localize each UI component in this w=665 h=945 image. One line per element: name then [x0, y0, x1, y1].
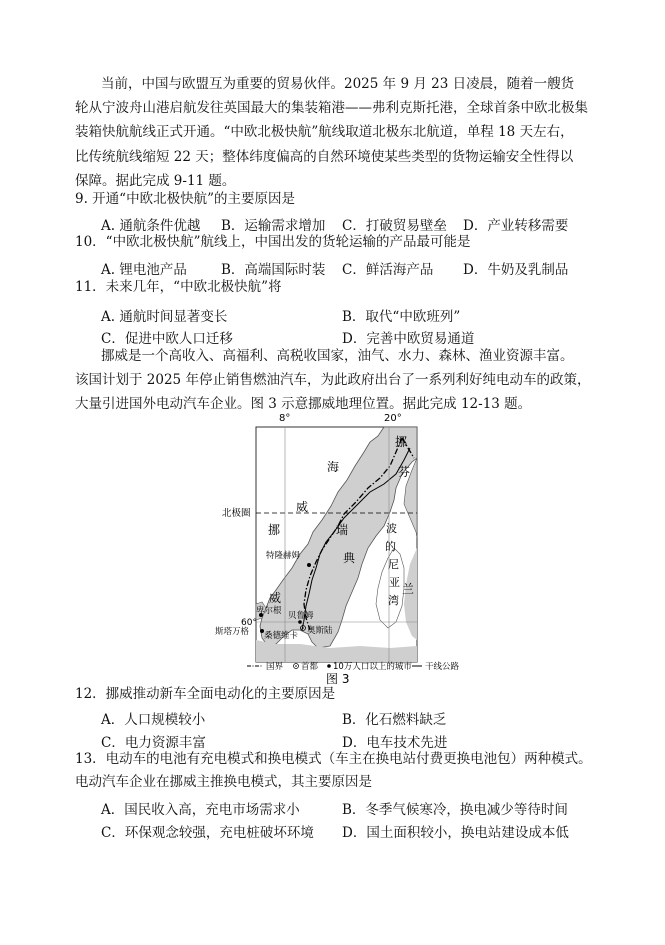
option-c: C．鲜活海产品: [342, 262, 434, 278]
option-a: A. 锂电池产品: [101, 262, 187, 278]
option-d: D．完善中欧贸易通道: [342, 331, 475, 347]
option-a: A. 通航时间显著变长: [101, 309, 228, 325]
longitude-label: 20°: [384, 413, 402, 424]
finland-label: 兰: [402, 582, 415, 596]
map-legend: [247, 661, 460, 672]
norway-label: 挪: [268, 523, 281, 537]
sea-label: 海: [327, 460, 340, 474]
bothnia-label: 的: [385, 540, 396, 553]
sweden-label: 典: [343, 551, 356, 565]
bothnia-label: 湾: [388, 594, 399, 607]
city-label-oslo: 奥斯陆: [307, 626, 333, 636]
option-b: B．高端国际时装: [221, 262, 326, 278]
option-d: D．产业转移需要: [463, 218, 569, 234]
passage-1-line: 当前，中国与欧盟互为重要的贸易伙伴。2025 年 9 月 23 日凌晨，随着一艘货: [101, 76, 575, 92]
option-b: B．运输需求增加: [221, 218, 326, 234]
legend-capital: 首都: [301, 662, 319, 672]
question-stem: 10．“中欧北极快航”航线上，中国出发的货轮运输的产品最可能是: [75, 234, 471, 250]
option-a: A．国民收入高，充电市场需求小: [101, 802, 300, 818]
option-b: B．冬季气候寒冷，换电减少等待时间: [342, 802, 568, 818]
city-dot: [307, 563, 311, 567]
bothnia-label: 波: [386, 522, 397, 535]
option-d: D．国土面积较小，换电站建设成本低: [342, 825, 569, 841]
passage-2-line: 挪威是一个高收入、高福利、高税收国家，油气、水力、森林、渔业资源丰富。: [101, 348, 574, 364]
question-stem: 11．未来几年，“中欧北极快航”将: [75, 279, 282, 295]
sweden-label: 瑞: [336, 523, 349, 537]
passage-1-line: 轮从宁波舟山港启航发往英国最大的集装箱港——弗利克斯托港，全球首条中欧北极集: [75, 100, 588, 116]
city-label-stavanger: 斯塔万格: [215, 627, 250, 637]
bothnia-label: 亚: [389, 576, 400, 589]
passage-1-line: 装箱快航航线正式开通。“中欧北极快航”航线取道北极东北航道，单程 18 天左右，: [75, 124, 574, 140]
capital-dot: [302, 627, 304, 629]
passage-2-line: 该国计划于 2025 年停止销售燃油汽车，为此政府出台了一系列利好纯电动车的政策，: [75, 372, 591, 388]
legend-city: 10万人口以上的城市: [333, 662, 412, 672]
finland-label: 挪: [395, 435, 408, 449]
city-label-bergen: 卑尔根: [256, 606, 282, 616]
finland-label: 芬: [398, 465, 411, 479]
option-c: C．环保观念较强，充电桩破坏环境: [101, 825, 314, 841]
norway-map: [0, 408, 665, 686]
question-stem: 13．电动车的电池有充电模式和换电模式（车主在换电站付费更换电池包）两种模式。: [75, 751, 592, 767]
passage-2-line: 大量引进国外电动汽车企业。图 3 示意挪威地理位置。据此完成 12-13 题。: [75, 396, 532, 412]
legend-highway: 干线公路: [425, 662, 460, 672]
sea-label: 威: [296, 500, 309, 514]
option-d: D．电车技术先进: [342, 735, 448, 751]
city-label-trondheim: 特隆赫姆: [266, 551, 301, 561]
option-c: C．打破贸易壁垒: [342, 218, 447, 234]
option-b: B．化石燃料缺乏: [342, 712, 447, 728]
option-c: C．电力资源丰富: [101, 735, 206, 751]
question-stem: 12．挪威推动新车全面电动化的主要原因是: [75, 686, 336, 702]
option-a: A．人口规模较小: [101, 712, 206, 728]
city-label-sandvika: 桑德维卡: [264, 631, 299, 641]
arctic-circle-label: 北极圈: [222, 508, 251, 519]
option-a: A. 通航条件优越: [101, 218, 201, 234]
option-c: C．促进中欧人口迁移: [101, 331, 233, 347]
norway-label: 威: [269, 591, 282, 605]
passage-1-line: 保障。据此完成 9-11 题。: [75, 173, 236, 189]
option-b: B．取代“中欧班列”: [342, 309, 461, 325]
longitude-label: 8°: [279, 413, 291, 424]
option-d: D．牛奶及乳制品: [463, 262, 569, 278]
passage-1-line: 比传统航线缩短 22 天；整体纬度偏高的自然环境使某些类型的货物运输安全性得以: [75, 149, 574, 165]
city-label-baerum: 贝鲁姆: [288, 611, 314, 621]
bothnia-label: 尼: [388, 558, 399, 571]
question-stem: 9. 开通“中欧北极快航”的主要原因是: [75, 191, 295, 207]
question-stem: 电动汽车企业在挪威主推换电模式，其主要原因是: [75, 774, 372, 790]
figure-caption: 图 3: [326, 672, 350, 686]
latitude-label: 60°: [241, 618, 257, 628]
legend-border: 国界: [266, 662, 284, 672]
